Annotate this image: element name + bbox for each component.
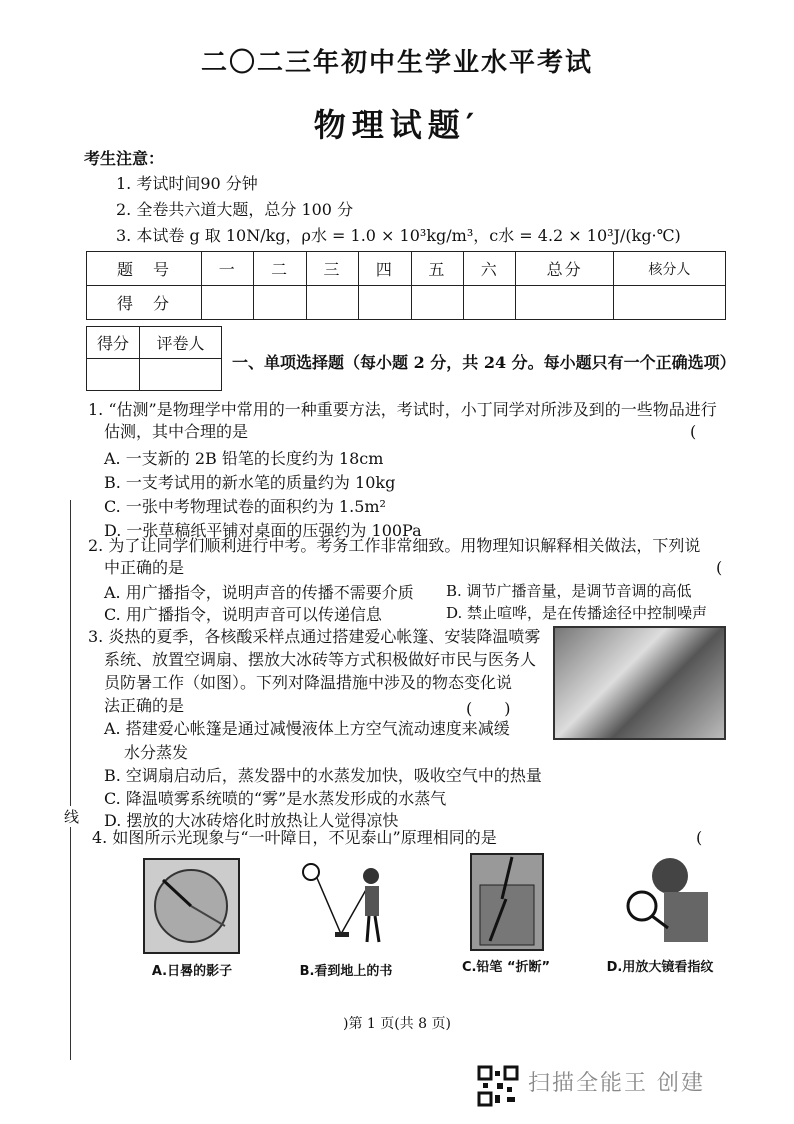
option-a[interactable]: A. 搭建爱心帐篷是通过减慢液体上方空气流动速度来减缓: [104, 719, 510, 738]
score-input-cell[interactable]: [516, 286, 613, 320]
question-1-line: 1. “估测”是物理学中常用的一种重要方法，考试时，小丁同学对所涉及到的一些物品进行: [88, 400, 717, 419]
score-input-cell[interactable]: [464, 286, 516, 320]
option-c[interactable]: C. 降温喷雾系统喷的“雾”是水蒸发形成的水蒸气: [104, 789, 447, 808]
question-4-line: 4. 如图所示光现象与“一叶障日，不见泰山”原理相同的是: [92, 828, 497, 847]
question-3-line: 3. 炎热的夏季，各核酸采样点通过搭建爱心帐篷、安装降温喷雾: [88, 627, 541, 646]
magnifier-icon: [612, 850, 714, 946]
grader-cell: 评卷人: [140, 327, 222, 359]
score-input-cell[interactable]: [411, 286, 463, 320]
magnifier-picture: [612, 850, 714, 946]
binding-line: [70, 500, 71, 1060]
option-b[interactable]: B. 调节广播音量，是调节音调的高低: [446, 582, 692, 600]
answer-paren[interactable]: (: [716, 558, 723, 577]
notice-heading: 考生注意：: [84, 149, 165, 168]
score-cell: 二: [254, 252, 306, 286]
option-a[interactable]: A. 用广播指令，说明声音的传播不需要介质: [104, 583, 414, 602]
question-3-line: 员防暑工作（如图）。下列对降温措施中涉及的物态变化说: [104, 673, 513, 692]
notice-item: 2. 全卷共六道大题，总分 100 分: [116, 200, 354, 219]
score-table-header-row: [87, 252, 726, 286]
score-input-cell[interactable]: [254, 286, 306, 320]
score-input-cell[interactable]: [306, 286, 358, 320]
score-cell: 题 号: [87, 252, 202, 286]
scanner-watermark: 扫描全能王 创建: [528, 1071, 705, 1096]
grader-table: [86, 326, 222, 391]
score-input-cell[interactable]: [359, 286, 411, 320]
caption-d: D.用放大镜看指纹: [606, 960, 714, 975]
notice-item: 3. 本试卷 g 取 10N/kg，ρ水 = 1.0 × 10³kg/m³，c水 = 4.2 × 10³J/(kg·℃): [116, 226, 681, 245]
book-picture: [297, 858, 395, 948]
girl-reading-icon: [297, 858, 395, 948]
qr-code-icon: [477, 1065, 519, 1107]
question-2-line: 中正确的是: [104, 558, 185, 577]
answer-paren[interactable]: (: [690, 422, 697, 441]
score-cell: 一: [202, 252, 254, 286]
option-b[interactable]: B. 一支考试用的新水笔的质量约为 10kg: [104, 473, 396, 492]
score-cell: 总分: [516, 252, 613, 286]
option-c[interactable]: C. 一张中考物理试卷的面积约为 1.5m²: [104, 497, 386, 516]
sundial-picture: [143, 858, 240, 954]
answer-paren[interactable]: ( ): [466, 699, 511, 718]
pencil-picture: [470, 853, 544, 951]
option-d[interactable]: D. 摆放的大冰砖熔化时放热让人觉得凉快: [104, 811, 399, 830]
grader-input-cell[interactable]: [140, 359, 222, 391]
testing-site-photo: [553, 626, 726, 740]
pencil-in-water-icon: [472, 855, 542, 949]
option-a-cont: 水分蒸发: [124, 743, 189, 762]
score-cell: 核分人: [613, 252, 725, 286]
option-b[interactable]: B. 空调扇启动后，蒸发器中的水蒸发加快，吸收空气中的热量: [104, 766, 542, 785]
notice-item: 1. 考试时间90 分钟: [116, 174, 258, 193]
page-number: )第 1 页(共 8 页): [342, 1016, 451, 1032]
question-3-line: 法正确的是: [104, 696, 185, 715]
option-a[interactable]: A. 一支新的 2B 铅笔的长度约为 18cm: [104, 449, 384, 468]
question-2-line: 2. 为了让同学们顺利进行中考。考务工作非常细致。用物理知识解释相关做法，下列说: [88, 536, 701, 555]
question-1-line: 估测，其中合理的是: [104, 422, 249, 441]
option-d[interactable]: D. 禁止喧哗，是在传播途径中控制噪声: [446, 604, 708, 622]
score-input-cell[interactable]: [613, 286, 725, 320]
score-cell: 四: [359, 252, 411, 286]
answer-paren[interactable]: (: [696, 828, 703, 847]
score-table-score-row: [87, 286, 726, 320]
caption-b: B.看到地上的书: [299, 964, 393, 979]
score-cell: 六: [464, 252, 516, 286]
score-cell: 得 分: [87, 286, 202, 320]
question-3-line: 系统、放置空调扇、摆放大冰砖等方式积极做好市民与医务人: [104, 650, 537, 669]
caption-a: A.日晷的影子: [151, 964, 233, 979]
score-cell: 三: [306, 252, 358, 286]
score-input-cell[interactable]: [202, 286, 254, 320]
score-cell: 五: [411, 252, 463, 286]
grader-cell: 得分: [87, 327, 140, 359]
caption-c: C.铅笔 “折断”: [461, 960, 551, 975]
side-mark: 线: [64, 808, 80, 826]
section-title: 一、单项选择题（每小题 2 分，共 24 分。每小题只有一个正确选项）: [232, 353, 736, 372]
score-table: [86, 251, 726, 320]
subject-title: 物理试题′: [313, 106, 481, 144]
grader-input-cell[interactable]: [87, 359, 140, 391]
sundial-icon: [145, 860, 238, 952]
option-c[interactable]: C. 用广播指令，说明声音可以传递信息: [104, 605, 382, 624]
exam-title: 二〇二三年初中生学业水平考试: [200, 48, 593, 78]
option-d[interactable]: D. 一张草稿纸平铺对桌面的压强约为 100Pa: [104, 521, 422, 540]
